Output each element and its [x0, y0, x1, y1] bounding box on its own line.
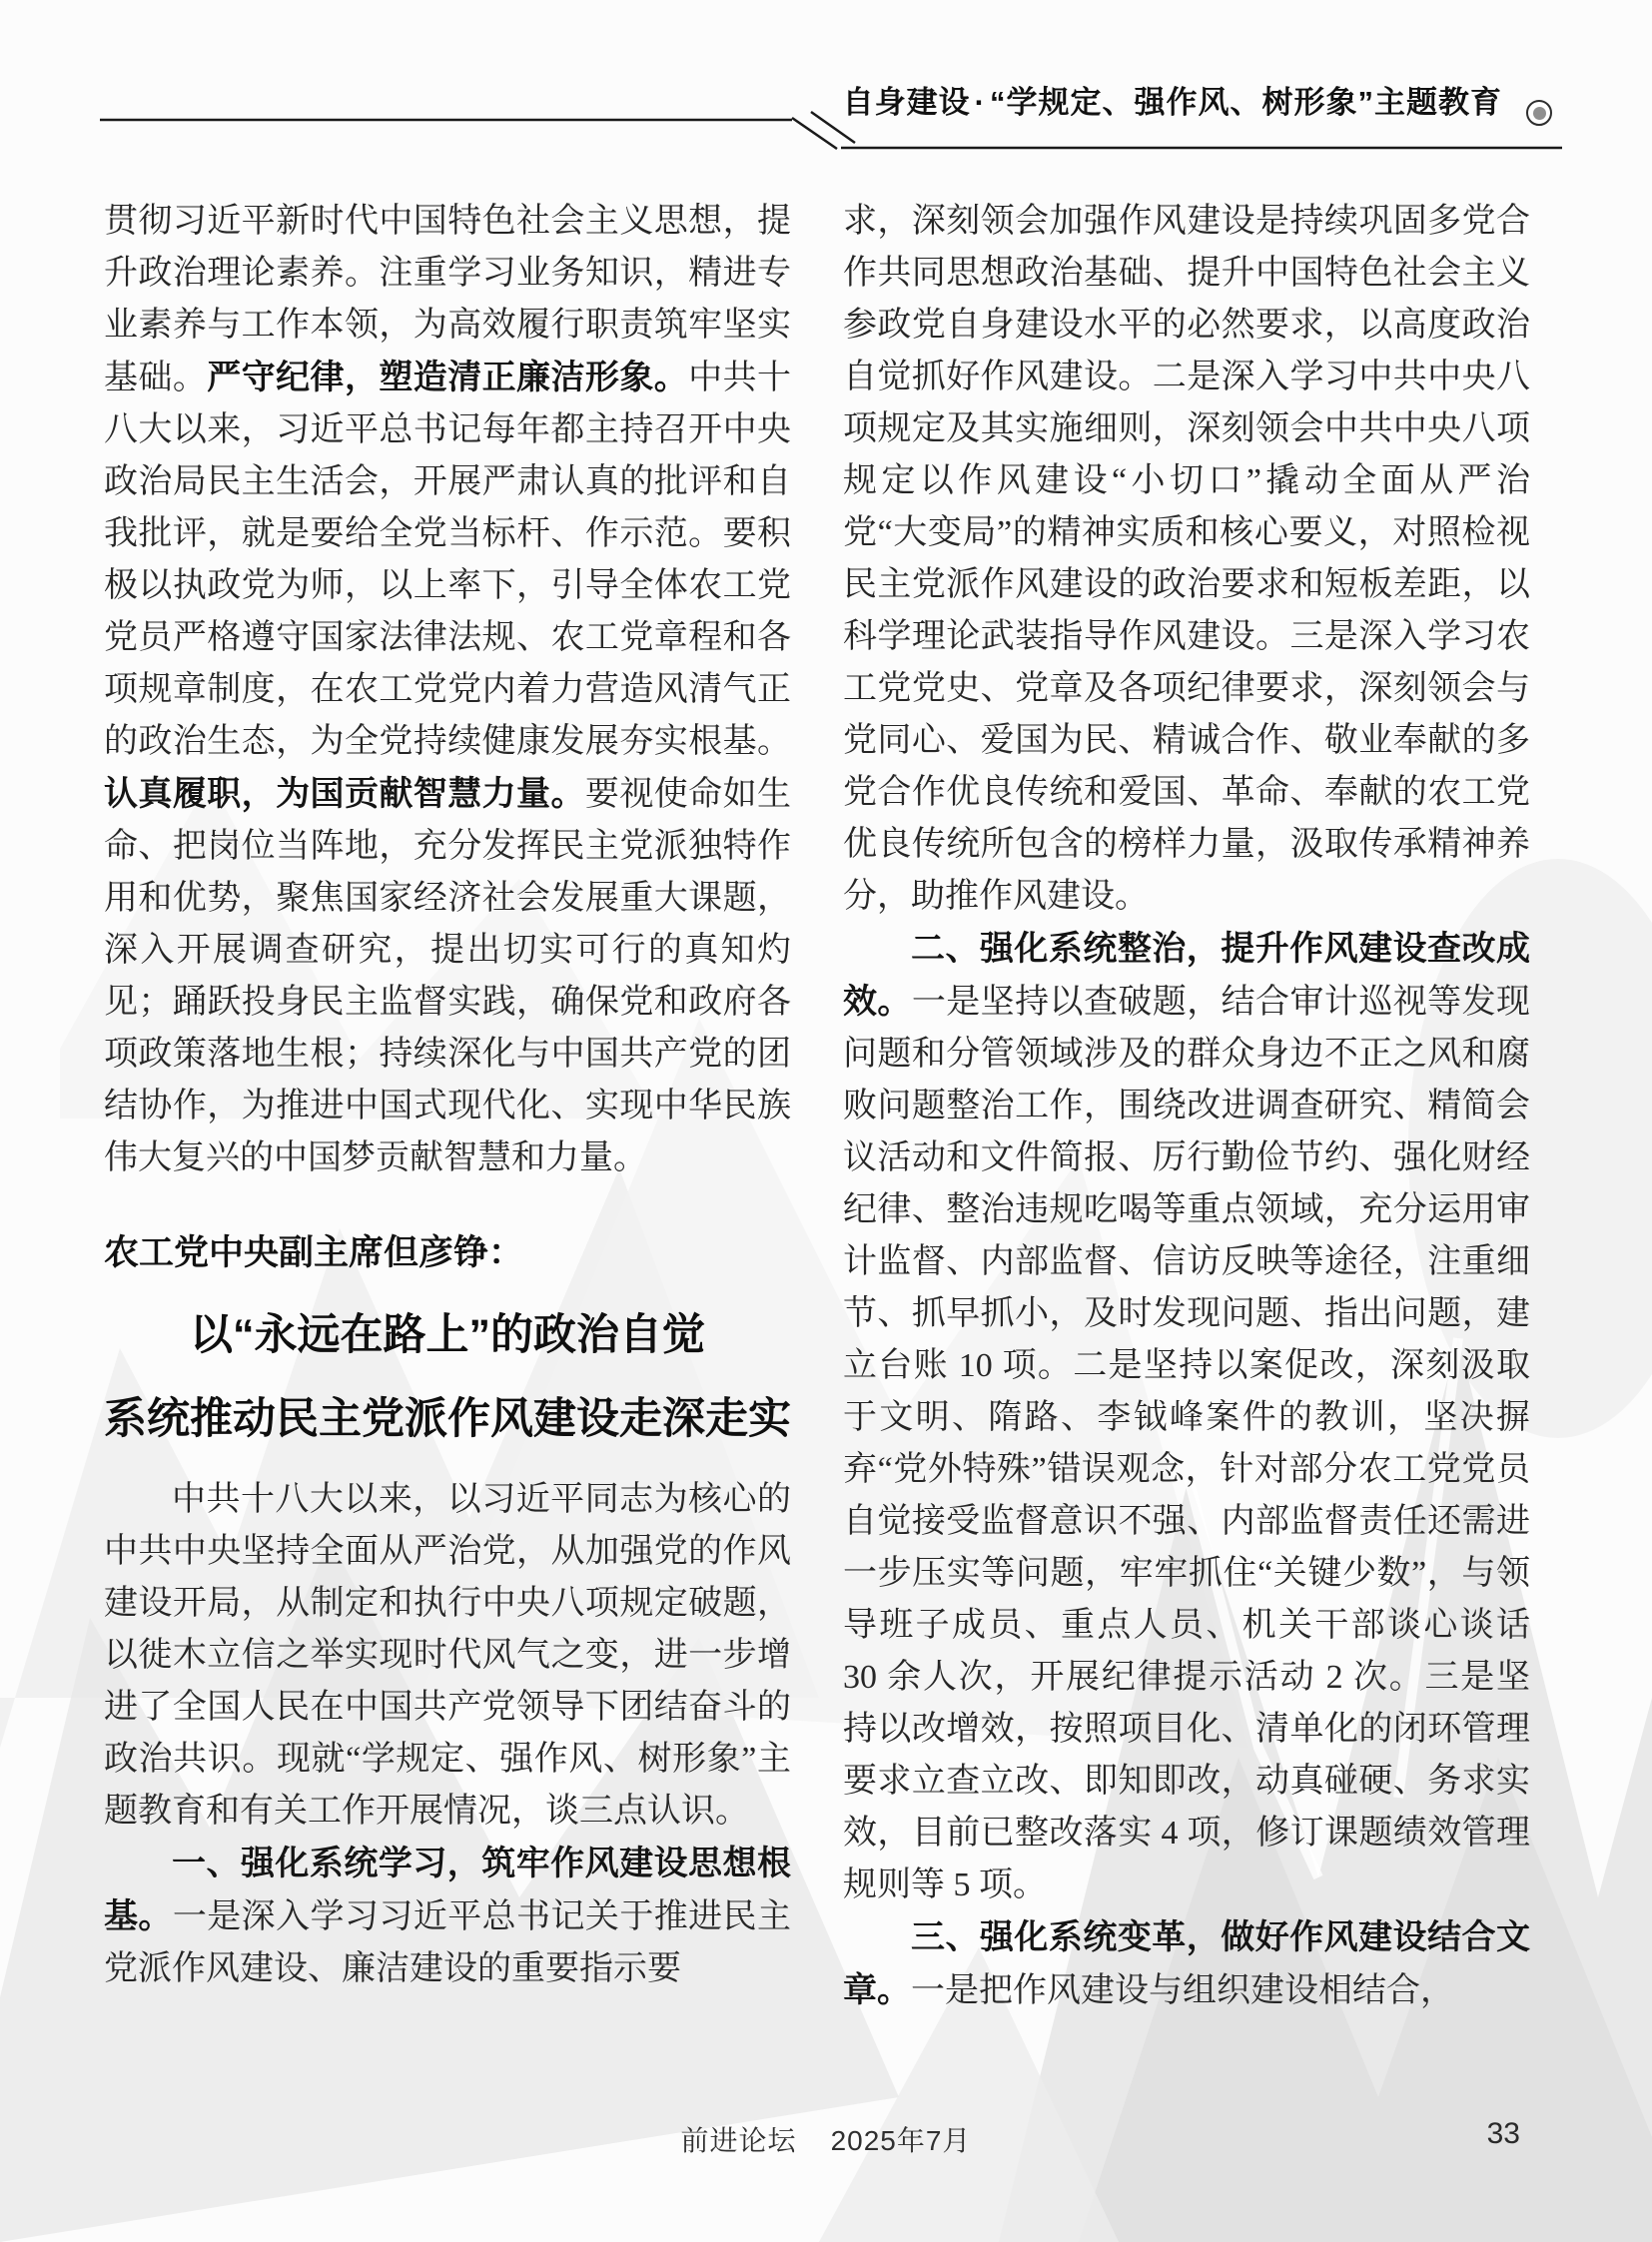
column-left — [104, 196, 791, 2103]
text-run: 一是把作风建设与组织建设相结合， — [911, 1972, 1454, 2009]
text-run: 一是深入学习习近平总书记关于推进民主党派作风建设、廉洁建设的重要指示要 — [104, 1898, 791, 1987]
page-footer — [0, 2119, 1652, 2159]
paragraph — [104, 196, 791, 1184]
bold-text-run: 认真履职，为国贡献智慧力量。 — [104, 775, 585, 813]
text-run: 中共十八大以来，习近平总书记每年都主持召开中央政治局民主生活会，开展严肃认真的批评和自我批评，就是要给全党当标杆、作示范。要积极以执政党为师，以上率下，引导全体农工党党员严格遵守国家法律法规、农工党章程和各项规章制度，在农工党党内着力营造风清气正的政治生态，为全党持续健康发展夯实根基。 — [104, 360, 791, 760]
speaker-heading: 农工党中央副主席但彦铮： — [104, 1233, 524, 1272]
bold-text-run: 严守纪律，塑造清正廉洁形象。 — [207, 359, 689, 396]
left-intro-paragraphs — [104, 196, 791, 1184]
paragraph — [104, 1838, 791, 1995]
bold-text-run: 三、强化系统变革，做好作风建设结合文章。 — [843, 1918, 1530, 2009]
paragraph — [843, 196, 1530, 923]
footer-issue-date: 2025年7月 — [830, 2125, 972, 2156]
text-run: 一是坚持以查破题，结合审计巡视等发现问题和分管领域涉及的群众身边不正之风和腐败问题整治工作，围绕改进调查研究、精简会议活动和文件简报、厉行勤俭节约、强化财经纪律、整治违规吃喝等重点领域，充分运用审计监督、内部监督、信访反映等途径，注重细节、抓早抓小，及时发现问题、指出问题，建立台账 10 项。二是坚持以案促改，深刻汲取于文明、隋路、李钺峰案件的教训，坚决摒弃“党外特殊”错误观念，针对部分农工党党员自觉接受监督意识不强、内部监督责任还需进一步压实等问题，牢牢抓住“关键少数”，与领导班子成员、重点人员、机关干部谈心谈话 30 余人次，开展纪律提示活动 2 次。三是坚持以改增效，按照项目化、清单化的闭环管理要求立查立改、即知即改，动真碰硬、务求实效，目前已整改落实 4 项，修订课题绩效管理规则等 5 项。 — [843, 984, 1530, 1903]
header-section-label: 自身建设 — [842, 85, 971, 120]
footer-page-number: 33 — [1486, 2117, 1520, 2150]
circle-dot-icon — [1526, 100, 1552, 126]
text-run: 中共十八大以来，以习近平同志为核心的中共中央坚持全面从严治党，从加强党的作风建设开局，从制定和执行中央八项规定破题，以徙木立信之举实现时代风气之变，进一步增进了全国人民在中国共产党领导下团结奋斗的政治共识。现就“学规定、强作风、树形象”主题教育和有关工作开展情况，谈三点认识。 — [104, 1481, 791, 1830]
text-run: 求，深刻领会加强作风建设是持续巩固多党合作共同思想政治基础、提升中国特色社会主义参政党自身建设水平的必然要求，以高度政治自觉抓好作风建设。二是深入学习中共中央八项规定及其实施细则，深刻领会中共中央八项规定以作风建设“小切口”撬动全面从严治党“大变局”的精神实质和核心要义，对照检视民主党派作风建设的政治要求和短板差距，以科学理论武装指导作风建设。三是深入学习农工党党史、党章及各项纪律要求，深刻领会与党同心、爱国为民、精诚合作、敬业奉献的多党合作优良传统和爱国、革命、奉献的农工党优良传统所包含的榜样力量，汲取传承精神养分，助推作风建设。 — [843, 203, 1530, 915]
footer-journal-name: 前进论坛 — [680, 2125, 797, 2156]
bold-text-run: 二、强化系统整治，提升作风建设查改成效。 — [843, 930, 1530, 1021]
bold-text-run: 一、强化系统学习，筑牢作风建设思想根基。 — [104, 1845, 791, 1935]
column-right — [843, 196, 1530, 2103]
left-body-paragraphs — [104, 1474, 791, 1995]
text-run: 贯彻习近平新时代中国特色社会主义思想，提升政治理论素养。注重学习业务知识，精进专业素养与工作本领，为高效履行职责筑牢坚实基础。 — [104, 203, 791, 396]
article-title-line1: 以“永远在路上”的政治自觉 — [190, 1311, 705, 1359]
circle-dot-inner — [1533, 107, 1546, 120]
paragraph — [104, 1474, 791, 1838]
paragraph — [843, 1911, 1530, 2017]
header-separator: · — [974, 85, 986, 120]
paragraph — [843, 923, 1530, 1911]
page-header — [843, 84, 1502, 122]
header-topic-label: “学规定、强作风、树形象”主题教育 — [990, 85, 1502, 120]
text-run: 要视使命如生命、把岗位当阵地，充分发挥民主党派独特作用和优势，聚焦国家经济社会发展重大课题，深入开展调查研究，提出切实可行的真知灼见；踊跃投身民主监督实践，确保党和政府各项政策落地生根；持续深化与中国共产党的团结协作，为推进中国式现代化、实现中华民族伟大复兴的中国梦贡献智慧和力量。 — [104, 776, 791, 1176]
right-body-paragraphs — [843, 196, 1530, 2017]
article-title-line2: 系统推动民主党派作风建设走深走实 — [104, 1395, 791, 1443]
